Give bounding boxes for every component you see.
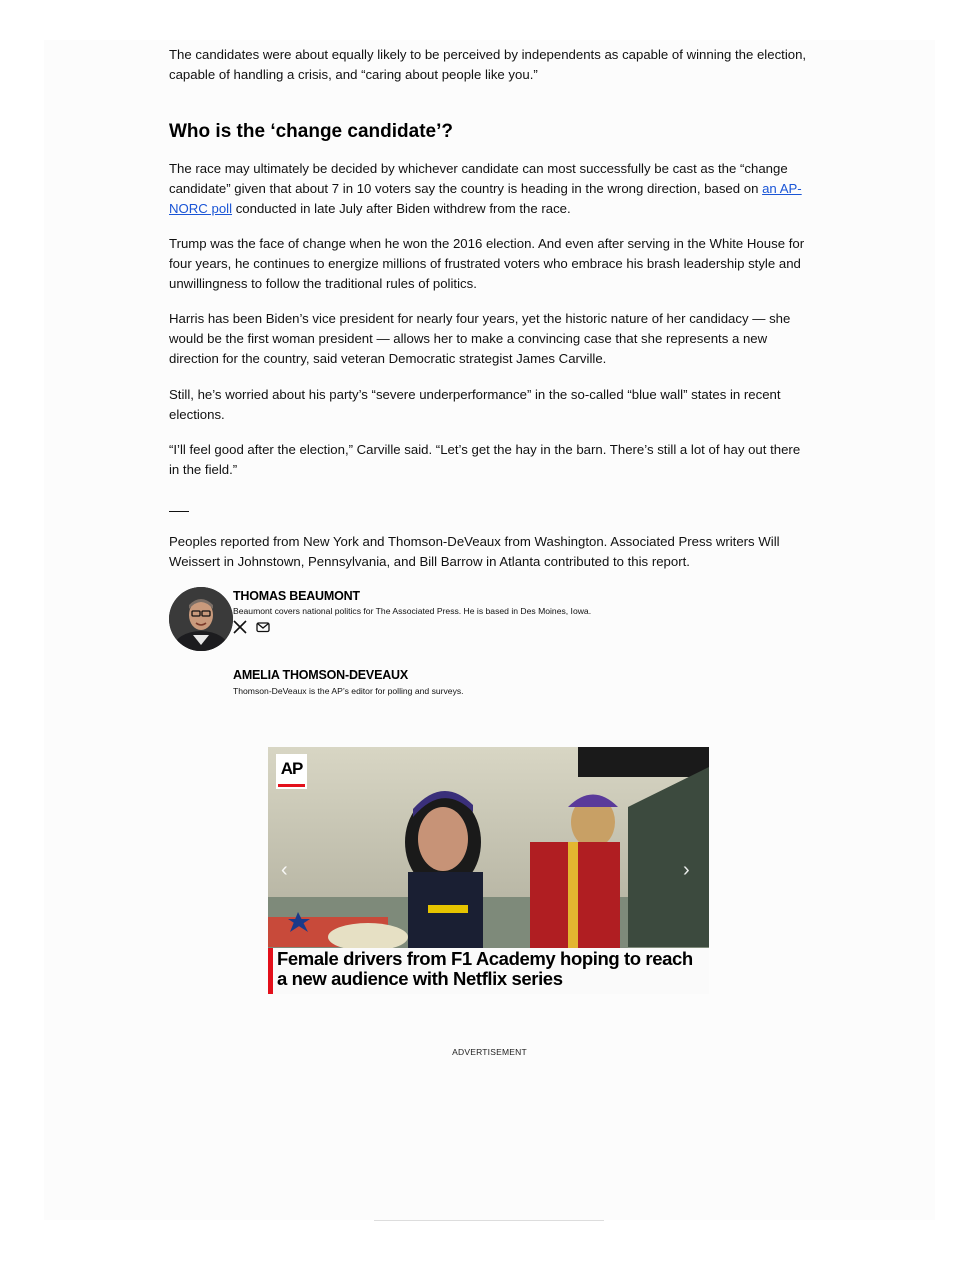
video-caption-text: Female drivers from F1 Academy hoping to reach a new audience with Netflix series <box>277 948 693 989</box>
author-bio: Beaumont covers national politics for The Associated Press. He is based in Des Moines, Iowa. <box>233 606 592 616</box>
paragraph-change-candidate <box>169 159 809 219</box>
prev-arrow-icon[interactable]: ‹ <box>281 859 288 881</box>
email-icon[interactable] <box>256 620 270 634</box>
paragraph-text: conducted in late July after Biden withdrew from the race. <box>232 201 571 216</box>
intro-paragraph: The candidates were about equally likely to be perceived by independents as capable of winning the election, capable of handling a crisis, and “caring about people like you.” <box>169 47 807 82</box>
ap-norc-poll-link[interactable]: an AP-NORC poll <box>169 181 802 216</box>
paragraph-carville-worry: Still, he’s worried about his party’s “severe underperformance” in the so-called “blue wall” states in recent elections. <box>169 387 781 422</box>
next-arrow-icon[interactable]: › <box>683 859 690 881</box>
paragraph-text: The race may ultimately be decided by whichever candidate can most successfully be cast as the “change candidate” given that about 7 in 10 voters say the country is heading in the wrong direction, based on <box>169 161 788 196</box>
author-bio: Thomson-DeVeaux is the AP’s editor for polling and surveys. <box>233 686 464 696</box>
credits-paragraph: Peoples reported from New York and Thomson-DeVeaux from Washington. Associated Press writers Will Weissert in Johnstown, Pennsylvania, and Bill Barrow in Atlanta contributed to this report. <box>169 534 780 569</box>
author-name[interactable]: THOMAS BEAUMONT <box>233 589 360 603</box>
ad-divider <box>374 1220 604 1221</box>
ap-logo-underline <box>278 784 305 787</box>
video-caption[interactable] <box>268 948 709 994</box>
caption-accent-bar <box>268 948 273 994</box>
author-photo <box>169 587 233 651</box>
advertisement-label: ADVERTISEMENT <box>452 1047 527 1057</box>
author-avatar[interactable] <box>169 587 233 651</box>
author-name[interactable]: AMELIA THOMSON-DEVEAUX <box>233 668 409 682</box>
section-heading: Who is the ‘change candidate’? <box>169 121 453 142</box>
divider <box>169 511 189 512</box>
paragraph-carville-quote: “I’ll feel good after the election,” Carville said. “Let’s get the hay in the barn. There’s still a lot of hay out there in the field.” <box>169 442 801 477</box>
ap-logo <box>276 754 307 789</box>
paragraph-harris: Harris has been Biden’s vice president for nearly four years, yet the historic nature of her candidacy — she would be the first woman president — allows her to make a convincing case that she represents a new direction for the country, said veteran Democratic strategist James Carville. <box>169 311 791 366</box>
ap-logo-text: AP <box>280 759 303 778</box>
paragraph-trump: Trump was the face of change when he won the 2016 election. And even after serving in the White House for four years, he continues to energize millions of frustrated voters who embrace his brash leadership style and unwillingness to follow the traditional rules of politics. <box>169 236 805 291</box>
x-icon[interactable] <box>233 620 247 634</box>
